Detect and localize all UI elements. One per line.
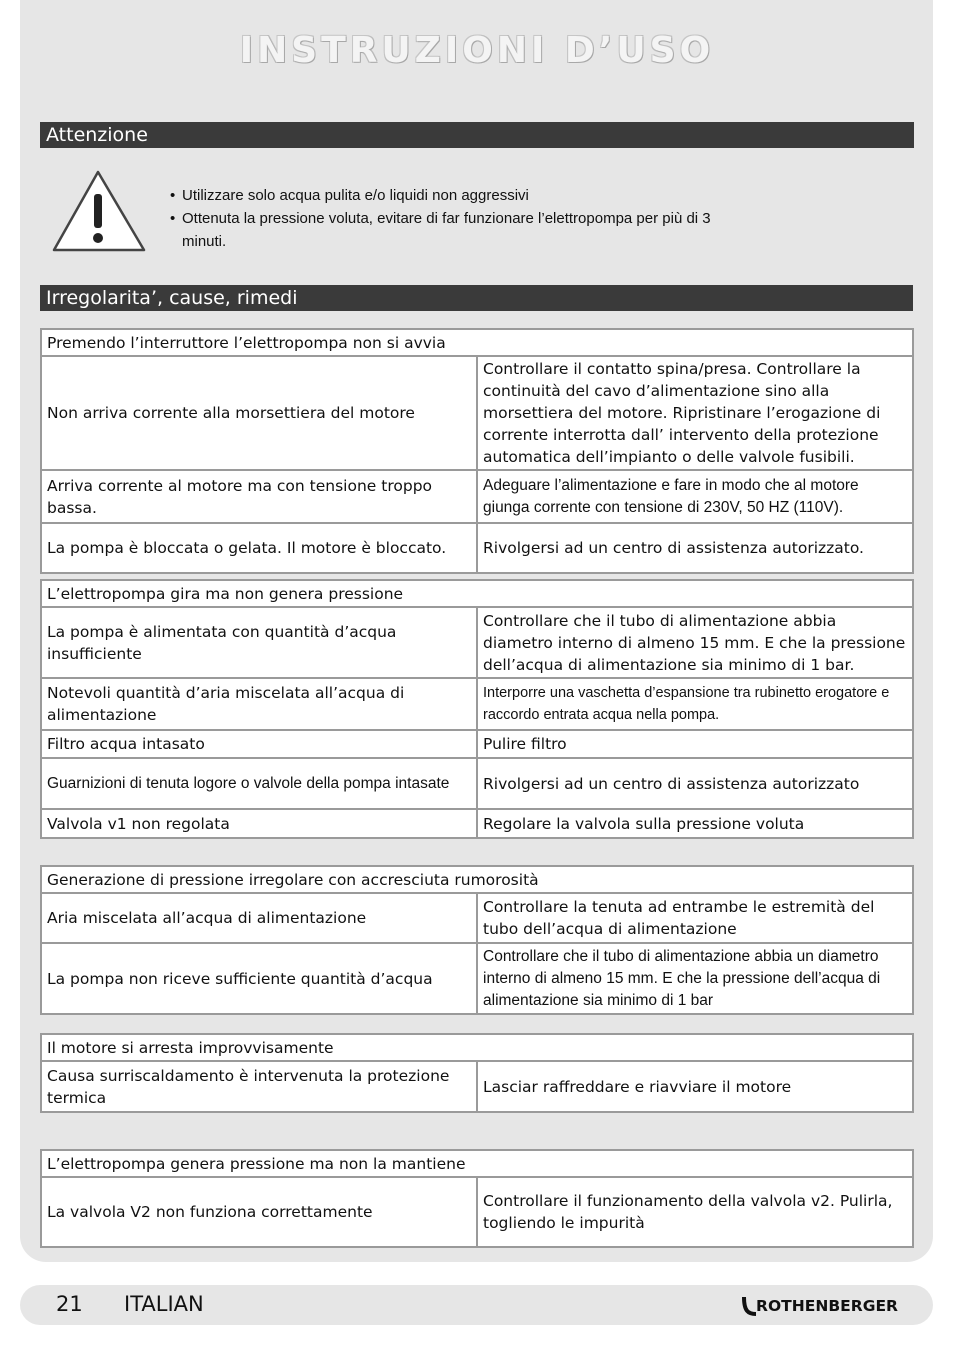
- cause-cell: Arriva corrente al motore ma con tensione troppo bassa.: [41, 470, 477, 523]
- cause-cell: Non arriva corrente alla morsettiera del motore: [41, 356, 477, 470]
- cause-cell: Guarnizioni di tenuta logore o valvole della pompa intasate: [41, 758, 477, 809]
- remedy-cell: Controllare che il tubo di alimentazione abbia un diametro interno di almeno 15 mm. E che la pressione dell’acqua di alimentazione sia minimo di 1 bar: [477, 943, 913, 1014]
- troubleshooting-heading: Irregolarita’, cause, rimedi: [40, 285, 913, 311]
- remedy-cell: Controllare il contatto spina/presa. Controllare la continuità del cavo d’alimentazione sino alla morsettiera del motore. Ripristinare l’erogazione di corrente interrotta dall’ intervento della protezione automatica dell’impianto o delle valvole fusibili.: [477, 356, 913, 470]
- problem-header: Premendo l’interruttore l’elettropompa non si avvia: [41, 329, 913, 356]
- trouble-table-no-hold: [40, 1149, 914, 1248]
- trouble-table-power: [40, 328, 914, 574]
- remedy-cell: Interporre una vaschetta d’espansione tra rubinetto erogatore e raccordo entrata acqua nella pompa.: [477, 678, 913, 730]
- problem-header: Generazione di pressione irregolare con accresciuta rumorosità: [41, 866, 913, 893]
- trouble-table-irregular: [40, 865, 914, 1015]
- cause-cell: Notevoli quantità d’aria miscelata all’acqua di alimentazione: [41, 678, 477, 730]
- cause-cell: Causa surriscaldamento è intervenuta la protezione termica: [41, 1061, 477, 1112]
- cause-cell: Aria miscelata all’acqua di alimentazione: [41, 893, 477, 943]
- remedy-cell: Regolare la valvola sulla pressione voluta: [477, 809, 913, 838]
- attention-bullet: • Ottenuta la pressione voluta, evitare di far funzionare l’elettropompa per più di 3 minuti.: [168, 207, 730, 253]
- problem-header: Il motore si arresta improvvisamente: [41, 1034, 913, 1061]
- brand-text: ROTHENBERGER: [756, 1297, 899, 1315]
- cause-cell: Filtro acqua intasato: [41, 730, 477, 758]
- remedy-cell: Controllare che il tubo di alimentazione abbia diametro interno di almeno 15 mm. E che la pressione dell’acqua di alimentazione sia minimo di 1 bar.: [477, 607, 913, 678]
- trouble-table-no-pressure: [40, 579, 914, 839]
- attention-bullet: • Utilizzare solo acqua pulita e/o liquidi non aggressivi: [168, 184, 788, 207]
- remedy-cell: Controllare il funzionamento della valvola v2. Pulirla, togliendo le impurità: [477, 1177, 913, 1247]
- warning-triangle-icon: [52, 168, 148, 254]
- cause-cell: La pompa non riceve sufficiente quantità d’acqua: [41, 943, 477, 1014]
- remedy-cell: Rivolgersi ad un centro di assistenza autorizzato.: [477, 523, 913, 573]
- remedy-cell: Lasciar raffreddare e riavviare il motore: [477, 1061, 913, 1112]
- page-number: 21: [56, 1292, 83, 1316]
- problem-header: L’elettropompa genera pressione ma non la mantiene: [41, 1150, 913, 1177]
- remedy-cell: Controllare la tenuta ad entrambe le estremità del tubo dell’acqua di alimentazione: [477, 893, 913, 943]
- cause-cell: La pompa è alimentata con quantità d’acqua insufficiente: [41, 607, 477, 678]
- trouble-table-motor-stop: [40, 1033, 914, 1113]
- page-title: INSTRUZIONI D’USO: [239, 30, 715, 71]
- cause-cell: Valvola v1 non regolata: [41, 809, 477, 838]
- remedy-cell: Adeguare l’alimentazione e fare in modo che al motore giunga corrente con tensione di 230V, 50 HZ (110V).: [477, 470, 913, 523]
- attention-list: [168, 184, 788, 253]
- problem-header: L’elettropompa gira ma non genera pressione: [41, 580, 913, 607]
- remedy-cell: Rivolgersi ad un centro di assistenza autorizzato: [477, 758, 913, 809]
- language-label: ITALIAN: [124, 1292, 204, 1316]
- attention-heading: Attenzione: [40, 122, 914, 148]
- rothenberger-logo: [742, 1293, 902, 1317]
- cause-cell: La pompa è bloccata o gelata. Il motore è bloccato.: [41, 523, 477, 573]
- remedy-cell: Pulire filtro: [477, 730, 913, 758]
- cause-cell: La valvola V2 non funziona correttamente: [41, 1177, 477, 1247]
